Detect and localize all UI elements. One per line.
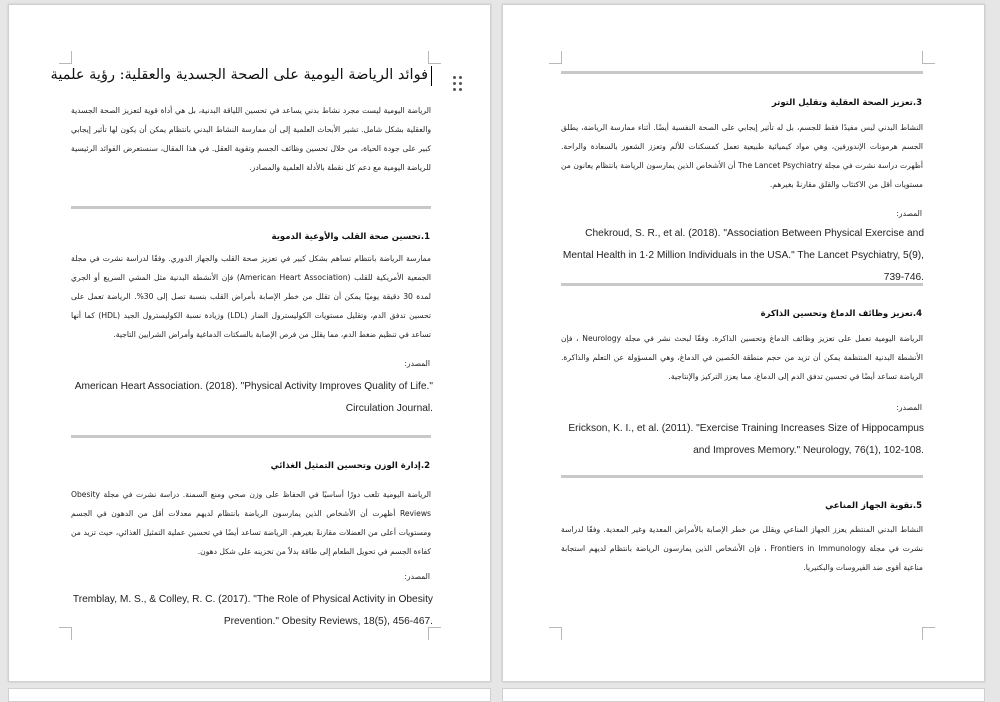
citation[interactable]: American Heart Association. (2018). "Physical Activity Improves Quality of Life." Circulation Journal. — [74, 381, 433, 414]
section-heading[interactable]: 5.تقوية الجهاز المناعي — [825, 501, 922, 511]
source-label: المصدر: — [896, 403, 922, 412]
citation[interactable]: Tremblay, M. S., & Colley, R. C. (2017). "The Role of Physical Activity in Obesity Prevention." Obesity Reviews, 18(5), 456-467. — [72, 594, 433, 627]
intro-paragraph[interactable]: الرياضة اليومية ليست مجرد نشاط بدني يساعد في تحسين اللياقة البدنية، بل هي أداة قوية لتعزيز الصحة الجسدية والعقلية بشكل شامل. تشير الأبحاث العلمية إلى أن ممارسة النشاط البدني بانتظام يمكن أن يكون لها تأثير إيجابي كبير على جودة الحياة، من خلال تحسين وظائف الجسم وتقوية العقل. في هذا المقال، سنستعرض الفوائد الرئيسية للرياضة اليومية مع دعم كل نقطة بالأدلة العلمية والمصادر. — [71, 106, 431, 172]
source-label: المصدر: — [404, 572, 430, 581]
section-divider — [71, 435, 431, 438]
document-page-1 — [8, 4, 491, 682]
document-page-2 — [502, 4, 985, 682]
section-divider — [561, 475, 923, 478]
document-page-3 — [8, 688, 491, 702]
section-heading[interactable]: 2.إدارة الوزن وتحسين التمثيل الغذائي — [270, 461, 430, 471]
source-label: المصدر: — [896, 209, 922, 218]
section-divider — [71, 206, 431, 209]
citation[interactable]: Chekroud, S. R., et al. (2018). "Association Between Physical Exercise and Mental Health in 1·2 Million Individuals in the USA." The Lancet Psychiatry, 5(9), 739-746. — [562, 228, 924, 283]
section-body[interactable]: ممارسة الرياضة بانتظام تساهم بشكل كبير في تعزيز صحة القلب والجهاز الدوري. وفقًا لدراسة نشرت في مجلة الجمعية الأمريكية للقلب (American Heart Association) فإن الأنشطة البدنية مثل المشي السريع أو الجري لمدة 30 دقيقة يوميًا يمكن أن تقلل من خطر الإصابة بأمراض القلب بنسبة تصل إلى 30%. الرياضة تعمل على تحسين تدفق الدم، وتقليل مستويات الكوليسترول الضار (LDL) وزيادة نسبة الكوليسترول الجيد (HDL) كما أنها تساعد في تنظيم ضغط الدم، مما يقلل من فرص الإصابة بالسكتات الدماغية وأمراض الشرايين التاجية. — [71, 254, 431, 339]
section-body[interactable]: الرياضة اليومية تعمل على تعزيز وظائف الدماغ وتحسين الذاكرة. وفقًا لبحث نشر في مجلة Neurology ، فإن الأنشطة البدنية المنتظمة يمكن أن تزيد من حجم منطقة الحُصين في الدماغ، وهي المسؤولة عن التعلم والذاكرة. الرياضة تساعد أيضًا في تحسين تدفق الدم إلى الدماغ، مما يعزز التركيز والإنتاجية. — [561, 334, 923, 381]
section-divider — [561, 283, 923, 286]
source-label: المصدر: — [404, 359, 430, 368]
document-page-4 — [502, 688, 985, 702]
section-heading[interactable]: 3.تعزيز الصحة العقلية وتقليل التوتر — [771, 98, 922, 108]
section-body[interactable]: النشاط البدني ليس مفيدًا فقط للجسم، بل له تأثير إيجابي على الصحة النفسية أيضًا. أثناء ممارسة الرياضة، يطلق الجسم هرمونات الإندورفين، وهي مواد كيميائية طبيعية تعمل كمسكنات للألم وتعزز الشعور بالسعادة والراحة. أظهرت دراسة نشرت في مجلة The Lancet Psychiatry أن الأشخاص الذين يمارسون الرياضة بانتظام يعانون من مستويات أقل من الاكتئاب والقلق مقارنةً بغيرهم. — [561, 123, 923, 189]
section-divider — [561, 71, 923, 74]
text-cursor — [431, 66, 432, 86]
margin-mark — [922, 627, 935, 640]
margin-mark — [922, 51, 935, 64]
section-heading[interactable]: 4.تعزيز وظائف الدماغ وتحسين الذاكرة — [760, 309, 922, 319]
margin-mark — [549, 51, 562, 64]
margin-mark — [59, 51, 72, 64]
margin-mark — [549, 627, 562, 640]
drag-handle-icon[interactable] — [453, 76, 463, 90]
citation[interactable]: Erickson, K. I., et al. (2011). "Exercise Training Increases Size of Hippocampus and Improves Memory." Neurology, 76(1), 102-108. — [568, 423, 924, 456]
section-body[interactable]: الرياضة اليومية تلعب دورًا أساسيًا في الحفاظ على وزن صحي ومنع السمنة. دراسة نشرت في مجلة Obesity Reviews أظهرت أن الأشخاص الذين يمارسون الرياضة بانتظام لديهم معدلات أقل من الدهون في الجسم ومستويات أعلى من العضلات مقارنةً بغيرهم. الرياضة تساعد أيضًا في تحسين عملية التمثيل الغذائي، حيث تزيد من كفاءة الجسم في تحويل الطعام إلى طاقة بدلاً من تخزينه على شكل دهون. — [71, 490, 431, 556]
section-heading[interactable]: 1.تحسين صحة القلب والأوعية الدموية — [271, 232, 430, 242]
section-body[interactable]: النشاط البدني المنتظم يعزز الجهاز المناعي ويقلل من خطر الإصابة بالأمراض المعدية وغير المعدية. وفقًا لدراسة نشرت في مجلة Frontiers in Immunology ، فإن الأشخاص الذين يمارسون الرياضة بانتظام لديهم استجابة مناعية أقوى ضد الفيروسات والبكتيريا. — [561, 525, 923, 572]
document-title[interactable]: فوائد الرياضة اليومية على الصحة الجسدية والعقلية: رؤية علمية — [50, 67, 428, 83]
margin-mark — [428, 51, 441, 64]
